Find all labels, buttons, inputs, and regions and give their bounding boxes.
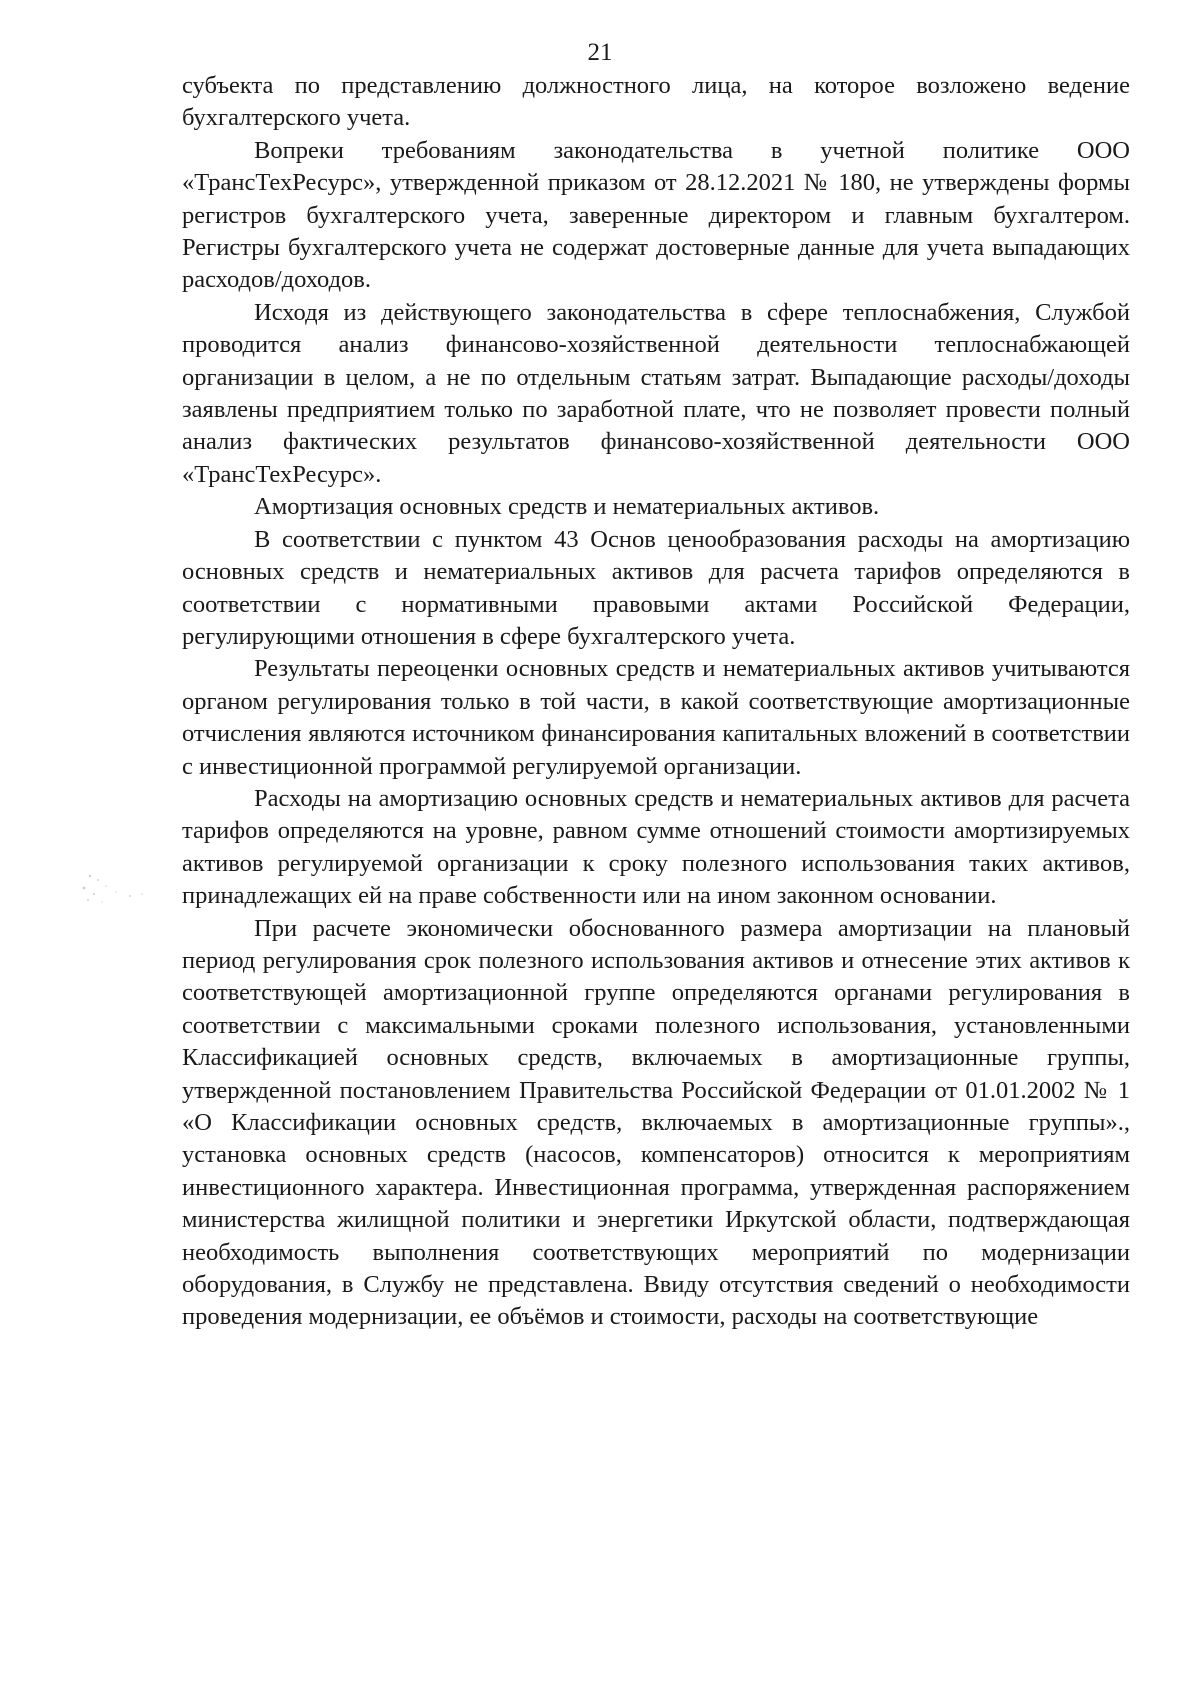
paragraph-pricing-basis: В соответствии с пунктом 43 Основ ценообразования расходы на амортизацию основных средств и нематериальных активов для расчета тарифов определяются в соответствии с нормативными правовыми актами Российской Федерации, регулирующими отношения в сфере бухгалтерского учета. [182, 525, 1130, 650]
paragraph-revaluation: Результаты переоценки основных средств и нематериальных активов учитываются органом регулирования только в той части, в какой соответствующие амортизационные отчисления являются источником финансирования капитальных вложений в соответствии с инвестиционной программой регулируемой организации. [182, 655, 1130, 780]
page-number: 21 [587, 39, 613, 66]
paragraph-continuation: субъекта по представлению должностного лица, на которое возложено ведение бухгалтерского учета. [182, 72, 1130, 132]
paragraph-useful-life: При расчете экономически обоснованного размера амортизации на плановый период регулирования срок полезного использования активов и отнесение этих активов к соответствующей амортизационной группе определяются органами регулирования в соответствии с максимальными сроками полезного использования, установленными Классификацией основных средств, включаемых в амортизационные группы, утвержденной постановлением Правительства Российской Федерации от 01.01.2002 № 1 «О Классификации основных средств, включаемых в амортизационные группы»., установка основных средств (насосов, компенсаторов) относится к мероприятиям инвестиционного характера. Инвестиционная программа, утвержденная распоряжением министерства жилищной политики и энергетики Иркутской области, подтверждающая необходимость выполнения соответствующих мероприятий по модернизации оборудования, в Службу не представлена. Ввиду отсутствия сведений о необходимости проведения модернизации, ее объёмов и стоимости, расходы на соответствующие [182, 914, 1130, 1331]
paragraph-financial-analysis: Исходя из действующего законодательства в сфере теплоснабжения, Службой проводится анализ финансово-хозяйственной деятельности теплоснабжающей организации в целом, а не по отдельным статьям затрат. Выпадающие расходы/доходы заявлены предприятием только по заработной плате, что не позволяет провести полный анализ фактических результатов финансово-хозяйственной деятельности ООО «ТрансТехРесурс». [182, 298, 1130, 488]
paragraph-accounting-policy: Вопреки требованиям законодательства в учетной политике ООО «ТрансТехРесурс», утвержденной приказом от 28.12.2021 № 180, не утверждены формы регистров бухгалтерского учета, заверенные директором и главным бухгалтером. Регистры бухгалтерского учета не содержат достоверные данные для учета выпадающих расходов/доходов. [182, 136, 1130, 294]
section-heading-depreciation: Амортизация основных средств и нематериальных активов. [254, 493, 880, 521]
paragraph-depreciation-expenses: Расходы на амортизацию основных средств и нематериальных активов для расчета тарифов определяются на уровне, равном сумме отношений стоимости амортизируемых активов регулируемой организации к сроку полезного использования таких активов, принадлежащих ей на праве собственности или на ином законном основании. [182, 784, 1130, 910]
document-body [182, 70, 1130, 1334]
scan-artifact [72, 866, 162, 912]
